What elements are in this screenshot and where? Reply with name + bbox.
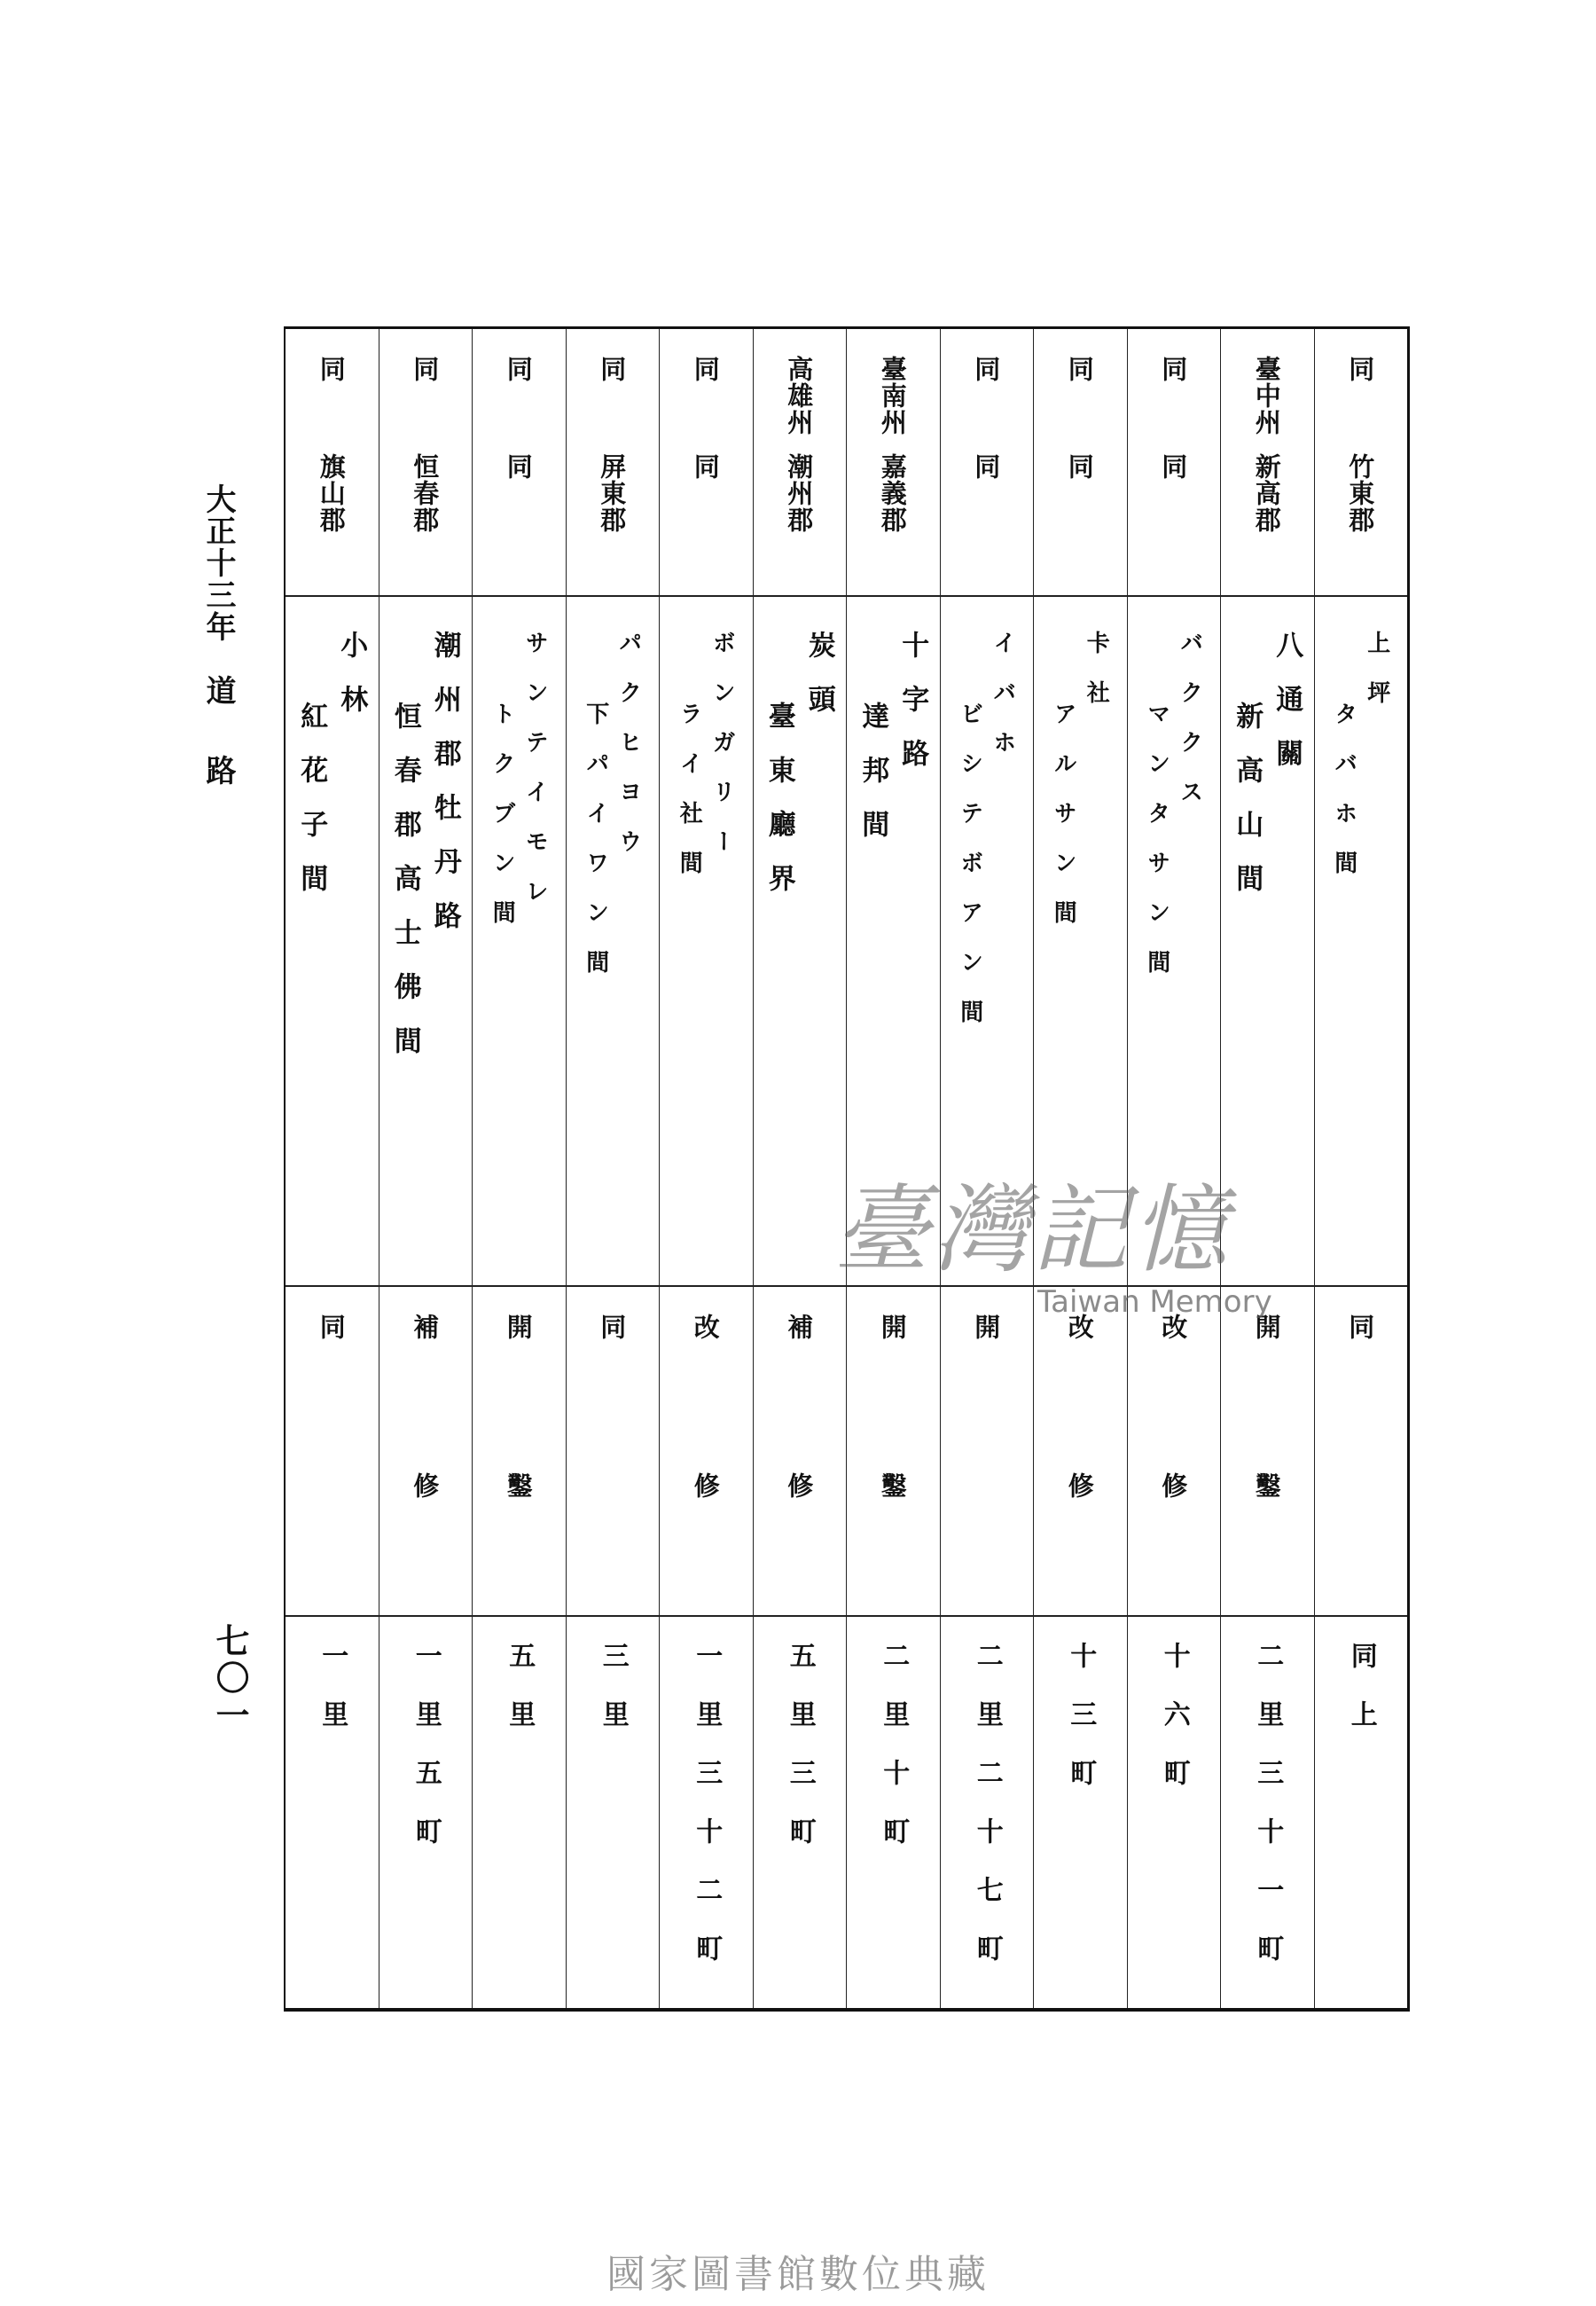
row-work-type — [1128, 1314, 1221, 1631]
county-text: 潮州郡 — [784, 453, 815, 533]
route-from: 小林 — [335, 631, 368, 739]
distance-text: 一里 — [317, 1642, 348, 1759]
distance-text: 二里三十一町 — [1252, 1642, 1284, 1993]
prefecture-text: 同 — [1345, 356, 1376, 382]
running-head — [197, 483, 240, 835]
running-head-year: 大正十三年 — [200, 483, 236, 643]
row-distance — [1315, 1642, 1408, 2263]
route-from: 十字路 — [896, 631, 929, 793]
distance-text: 二里十町 — [878, 1642, 910, 1876]
prefecture-text: 同 — [1158, 356, 1189, 382]
prefecture-text: 臺中州 — [1251, 356, 1282, 435]
distance-text: 二里二十七町 — [971, 1642, 1003, 1993]
county-text: 旗山郡 — [316, 453, 347, 533]
route-from: 卡社 — [1083, 631, 1110, 730]
distance-text: 十三町 — [1065, 1642, 1097, 1817]
row-prefecture — [1221, 356, 1314, 462]
row-county — [660, 453, 753, 604]
work-type-text: 改修 — [690, 1314, 721, 1631]
row-prefecture — [847, 356, 940, 462]
prefecture-text: 臺南州 — [877, 356, 908, 435]
distance-text: 十六町 — [1158, 1642, 1190, 1817]
county-text: 同 — [503, 453, 534, 480]
work-type-text: 開鑿 — [1251, 1314, 1282, 1631]
county-text: 新高郡 — [1251, 453, 1282, 533]
footer-collection: 國家圖書館數位典藏 — [606, 2252, 990, 2297]
table-row — [940, 329, 1034, 2008]
county-text: 同 — [690, 453, 721, 480]
distance-text: 三里 — [597, 1642, 629, 1759]
row-distance — [941, 1642, 1034, 2263]
row-distance — [1128, 1642, 1221, 2263]
table-row — [1033, 329, 1127, 2008]
row-distance — [660, 1642, 753, 2263]
row-county — [847, 453, 940, 604]
work-type-text: 改修 — [1064, 1314, 1095, 1631]
route-from: 炭頭 — [802, 631, 835, 739]
route-to: 臺東廳界 — [763, 702, 795, 918]
row-work-type — [473, 1314, 566, 1631]
route-from: バククス — [1176, 631, 1203, 829]
row-county — [1315, 453, 1408, 604]
row-prefecture — [1034, 356, 1127, 462]
county-text: 竹東郡 — [1345, 453, 1376, 533]
route-from: イバホ — [989, 631, 1016, 780]
route-to: ビシテボアン間 — [956, 702, 983, 1049]
county-text: 同 — [1064, 453, 1095, 480]
table-row — [1127, 329, 1221, 2008]
prefecture-text: 高雄州 — [784, 356, 815, 435]
row-county — [286, 453, 379, 604]
row-county — [754, 453, 847, 604]
row-county — [473, 453, 566, 604]
route-to: 達邦間 — [857, 702, 889, 864]
work-type-text: 補修 — [410, 1314, 441, 1631]
road-works-table — [284, 326, 1410, 2012]
row-prefecture — [1128, 356, 1221, 462]
row-work-type — [754, 1314, 847, 1631]
work-type-text: 同 — [1345, 1314, 1376, 1472]
row-work-type — [941, 1314, 1034, 1535]
table-row — [379, 329, 473, 2008]
table-row — [753, 329, 847, 2008]
work-type-text: 開 — [971, 1314, 1002, 1472]
row-work-type — [660, 1314, 753, 1631]
row-distance — [754, 1642, 847, 2263]
distance-text: 同上 — [1345, 1642, 1377, 1759]
table-row — [846, 329, 940, 2008]
table-row — [659, 329, 753, 2008]
route-to: マンタサン間 — [1143, 702, 1170, 1000]
table-row — [1220, 329, 1314, 2008]
watermark-english: Taiwan Memory — [1037, 1284, 1272, 1320]
table-row — [566, 329, 660, 2008]
work-type-text: 開鑿 — [503, 1314, 534, 1631]
prefecture-text: 同 — [1064, 356, 1095, 382]
table-row — [1314, 329, 1408, 2008]
row-distance — [847, 1642, 940, 2263]
route-from: パクヒヨウ — [614, 631, 642, 879]
route-from: 上坪 — [1363, 631, 1390, 730]
route-from: ボンガリー — [708, 631, 736, 879]
work-type-text: 開鑿 — [877, 1314, 908, 1631]
distance-text: 五里 — [504, 1642, 536, 1759]
prefecture-text: 同 — [316, 356, 347, 382]
row-prefecture — [286, 356, 379, 462]
route-from: 八通關 — [1271, 631, 1303, 793]
distance-text: 五里三町 — [784, 1642, 816, 1876]
route-to: 下パイワン間 — [582, 702, 609, 1000]
work-type-text: 補修 — [784, 1314, 815, 1631]
row-work-type — [379, 1314, 473, 1631]
row-work-type — [847, 1314, 940, 1631]
row-work-type — [567, 1314, 660, 1535]
row-distance — [473, 1642, 566, 2263]
row-prefecture — [473, 356, 566, 462]
row-prefecture — [660, 356, 753, 462]
route-to: ライ社間 — [676, 702, 703, 900]
row-work-type — [1315, 1314, 1408, 1535]
distance-text: 一里五町 — [410, 1642, 442, 1876]
route-from: 潮州郡牡丹路 — [428, 631, 461, 955]
row-work-type — [286, 1314, 379, 1535]
row-county — [941, 453, 1034, 604]
row-distance — [286, 1642, 379, 2263]
row-distance — [379, 1642, 473, 2263]
route-to: トクブン間 — [489, 702, 516, 950]
work-type-text: 同 — [597, 1314, 628, 1472]
county-text: 嘉義郡 — [877, 453, 908, 533]
prefecture-text: 同 — [410, 356, 441, 382]
row-county — [1128, 453, 1221, 604]
row-prefecture — [567, 356, 660, 462]
row-county — [567, 453, 660, 604]
row-distance — [1034, 1642, 1127, 2263]
page-number: 七〇一 — [210, 1623, 250, 1735]
route-to: アルサン間 — [1050, 702, 1077, 950]
row-prefecture — [941, 356, 1034, 462]
row-distance — [567, 1642, 660, 2263]
route-to: 恒春郡高士佛間 — [388, 702, 421, 1080]
route-from: サンテイモレ — [521, 631, 549, 929]
table-row — [472, 329, 566, 2008]
prefecture-text: 同 — [597, 356, 628, 382]
row-county — [1221, 453, 1314, 604]
county-text: 同 — [1158, 453, 1189, 480]
row-work-type — [1034, 1314, 1127, 1631]
running-head-section: 道路 — [200, 675, 236, 835]
route-to: 紅花子間 — [295, 702, 328, 918]
row-distance — [1221, 1642, 1314, 2263]
prefecture-text: 同 — [690, 356, 721, 382]
route-to: タバホ間 — [1330, 702, 1357, 900]
row-county — [1034, 453, 1127, 604]
row-county — [379, 453, 473, 604]
county-text: 屏東郡 — [597, 453, 628, 533]
prefecture-text: 同 — [971, 356, 1002, 382]
watermark-text: 臺灣記憶 — [833, 1175, 1232, 1286]
row-work-type — [1221, 1314, 1314, 1631]
row-prefecture — [1315, 356, 1408, 462]
distance-text: 一里三十二町 — [691, 1642, 723, 1993]
work-type-text: 同 — [316, 1314, 347, 1472]
county-text: 同 — [971, 453, 1002, 480]
row-prefecture — [379, 356, 473, 462]
work-type-text: 改修 — [1158, 1314, 1189, 1631]
prefecture-text: 同 — [503, 356, 534, 382]
county-text: 恒春郡 — [410, 453, 441, 533]
route-to: 新高山間 — [1231, 702, 1264, 918]
row-prefecture — [754, 356, 847, 462]
table-row — [284, 329, 379, 2008]
